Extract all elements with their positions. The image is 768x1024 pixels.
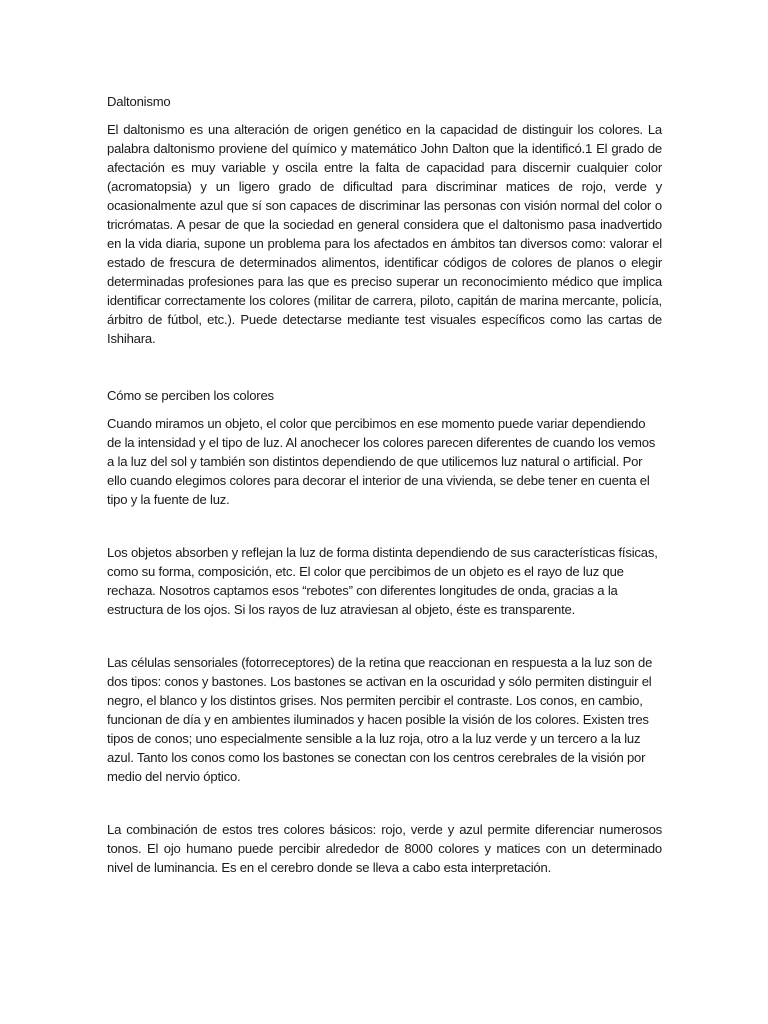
paragraph-objetos: Los objetos absorben y reflejan la luz de forma distinta dependiendo de sus características físicas, como su forma, composición, etc. El color que percibimos de un objeto es el rayo de luz que rechaza. Nosotros captamos esos “rebotes” con diferentes longitudes de onda, gracias a la estructura de los ojos. Si los rayos de luz atraviesan al objeto, éste es transparente.: [107, 545, 658, 617]
section-title-percepcion: Cómo se perciben los colores: [107, 388, 274, 403]
spacer: [107, 348, 662, 386]
spacer: [107, 786, 662, 820]
paragraph-daltonismo: El daltonismo es una alteración de origen genético en la capacidad de distinguir los colores. La palabra daltonismo proviene del químico y matemático John Dalton que la identificó.1 El grado de afectación es muy variable y oscila entre la falta de capacidad para discernir cualquier color (acromatopsia) y un ligero grado de dificultad para discriminar matices de rojo, verde y ocasionalmente azul que sí son capaces de discriminar las personas con visión normal del color o tricrómatas. A pesar de que la sociedad en general considera que el daltonismo pasa inadvertido en la vida diaria, supone un problema para los afectados en ámbitos tan diversos como: valorar el estado de frescura de determinados alimentos, identificar códigos de colores de planos o elegir determinadas profesiones para las que es preciso superar un reconocimiento médico que implica identificar correctamente los colores (militar de carrera, piloto, capitán de marina mercante, policía, árbitro de fútbol, etc.). Puede detectarse mediante test visuales específicos como las cartas de Ishihara.: [107, 122, 662, 346]
paragraph-combinacion: La combinación de estos tres colores básicos: rojo, verde y azul permite diferenciar numerosos tonos. El ojo humano puede percibir alrededor de 8000 colores y matices con un determinado nivel de luminancia. Es en el cerebro donde se lleva a cabo esta interpretación.: [107, 822, 662, 875]
spacer: [107, 619, 662, 653]
document-body: [107, 92, 662, 877]
paragraph-celulas: Las células sensoriales (fotorreceptores) de la retina que reaccionan en respuesta a la luz son de dos tipos: conos y bastones. Los bastones se activan en la oscuridad y sólo permiten distinguir el negro, el blanco y los distintos grises. Nos permiten percibir el contraste. Los conos, en cambio, funcionan de día y en ambientes iluminados y hacen posible la visión de los colores. Existen tres tipos de conos; uno especialmente sensible a la luz roja, otro a la luz verde y un tercero a la luz azul. Tanto los conos como los bastones se conectan con los centros cerebrales de la visión por medio del nervio óptico.: [107, 655, 653, 784]
section-title-daltonismo: Daltonismo: [107, 94, 171, 109]
spacer: [107, 509, 662, 543]
paragraph-luz: Cuando miramos un objeto, el color que percibimos en ese momento puede variar dependiendo de la intensidad y el tipo de luz. Al anochecer los colores parecen diferentes de cuando los vemos a la luz del sol y también son distintos dependiendo de que utilicemos luz natural o artificial. Por ello cuando elegimos colores para decorar el interior de una vivienda, se debe tener en cuenta el tipo y la fuente de luz.: [107, 416, 656, 507]
